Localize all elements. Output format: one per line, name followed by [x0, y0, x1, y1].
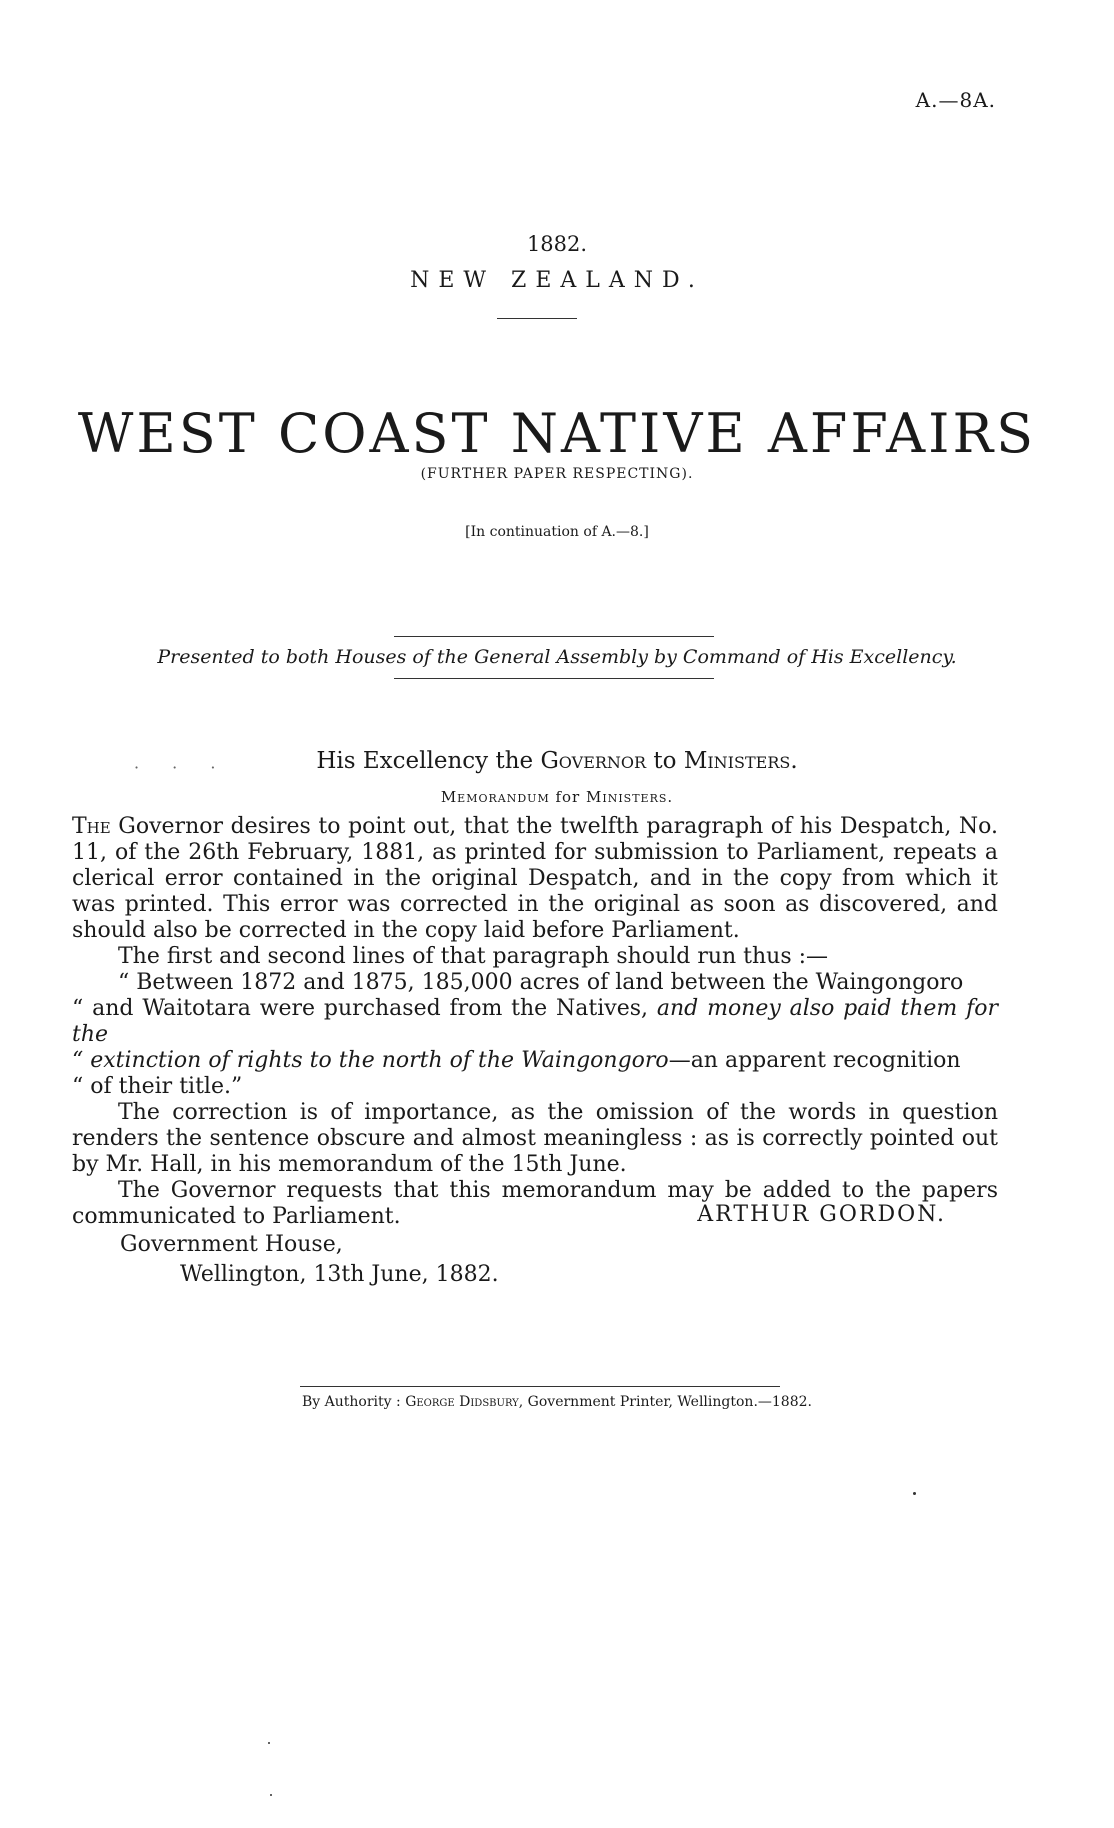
divider [394, 636, 714, 637]
memo-body [72, 814, 998, 1230]
document-country: NEW ZEALAND. [410, 268, 704, 293]
divider [394, 678, 714, 679]
quote-line: “ extinction of rights to the north of the Waingongoro—an apparent recognition [72, 1048, 961, 1073]
page-speck [913, 1492, 916, 1495]
document-year: 1882. [526, 232, 588, 256]
page-speck [268, 1742, 270, 1744]
memo-heading: His Excellency the Governor to Ministers. [316, 748, 798, 774]
address-line: Wellington, 13th June, 1882. [180, 1262, 499, 1287]
address-line: Government House, [120, 1232, 343, 1257]
memo-quote-continued [72, 996, 998, 1100]
quote-line: “ of their title.” [72, 1074, 243, 1099]
signature: ARTHUR GORDON. [697, 1202, 946, 1227]
document-reference: A.—8A. [915, 88, 996, 112]
divider [300, 1386, 780, 1387]
presented-line: Presented to both Houses of the General Assembly by Command of His Excellency. [157, 646, 957, 668]
printer-footer: By Authority : George Didsbury, Government Printer, Wellington.—1882. [302, 1394, 812, 1410]
divider [497, 318, 577, 319]
memo-paragraph: The Governor desires to point out, that the twelfth paragraph of his Despatch, No. 11, of the 26th February, 1881, as printed for submission to Parliament, repeats a clerical error contained in the original Despatch, and in the copy from which it was printed. This error was corrected in the original as soon as discovered, and should also be corrected in the copy laid before Parliament. [72, 814, 998, 943]
quote-line: “ and Waitotara were purchased from the Natives, and money also paid them for the [72, 996, 998, 1047]
memo-quote [72, 970, 998, 996]
memo-paragraph: The correction is of importance, as the omission of the words in question renders the sentence obscure and almost meaningless : as is correctly pointed out by Mr. Hall, in his memorandum of the 15th June. [72, 1100, 998, 1177]
continuation-note: [In continuation of A.—8.] [465, 524, 649, 540]
memo-paragraph: The first and second lines of that paragraph should run thus :— [118, 944, 829, 969]
page-title: WEST COAST NATIVE AFFAIRS [77, 402, 1037, 465]
page-subtitle: (FURTHER PAPER RESPECTING). [420, 466, 694, 482]
quote-line: “ Between 1872 and 1875, 185,000 acres of land between the Waingongoro [118, 970, 964, 995]
page-speck [270, 1794, 272, 1796]
memo-paragraph: The Governor requests that this memorandum may be added to the papers communicated to Parliament. [72, 1178, 998, 1229]
memo-subheading: Memorandum for Ministers. [440, 788, 674, 806]
decorative-dots: · · · [134, 758, 230, 777]
